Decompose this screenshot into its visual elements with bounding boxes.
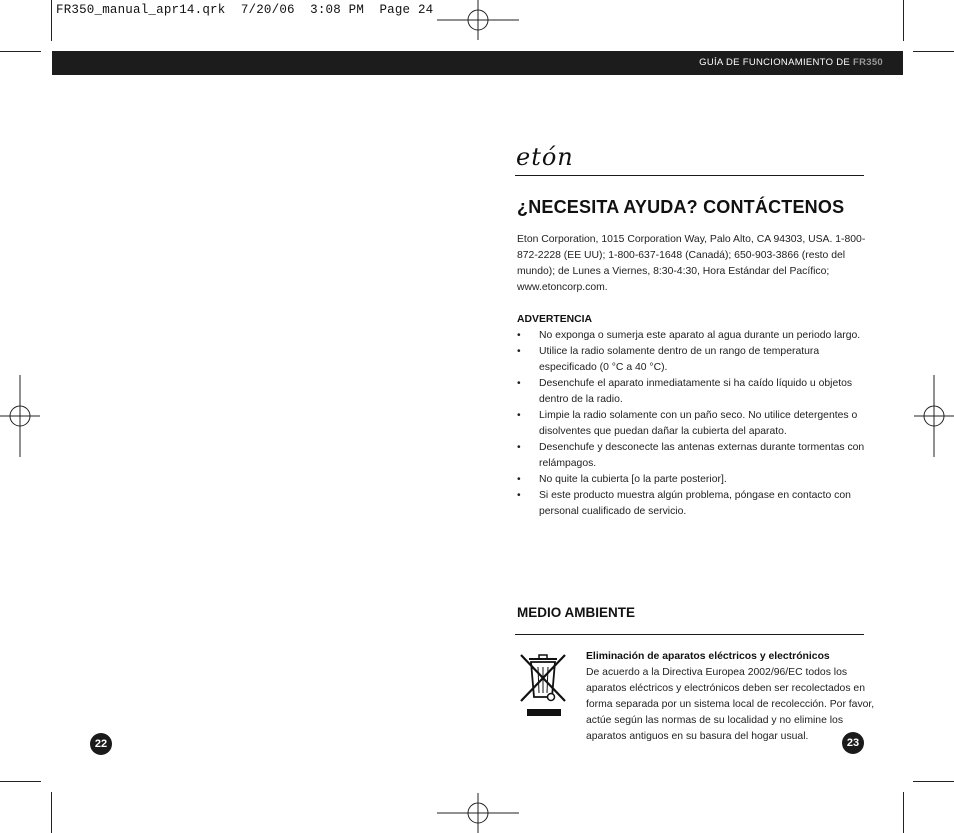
crossed-out-wheelie-bin-icon xyxy=(517,651,571,719)
crop-mark-top-left-h xyxy=(0,51,41,52)
disposal-title: Eliminación de aparatos eléctricos y electrónicos xyxy=(586,651,830,662)
page-number-right: 23 xyxy=(842,732,864,754)
crop-mark-top-left-v xyxy=(51,0,52,41)
warning-item-text: No exponga o sumerja este aparato al agua durante un periodo largo. xyxy=(539,330,861,341)
running-header-bar xyxy=(52,51,903,75)
bullet: • xyxy=(517,378,521,389)
warning-item xyxy=(517,408,867,440)
crop-mark-bottom-left-h xyxy=(0,781,41,782)
bullet: • xyxy=(517,442,521,453)
warning-item xyxy=(517,344,867,376)
crop-mark-bottom-right-v xyxy=(903,792,904,833)
registration-mark-left xyxy=(0,375,40,457)
logo-rule xyxy=(515,175,864,176)
crop-mark-top-right-v xyxy=(903,0,904,41)
registration-mark-right xyxy=(914,375,954,457)
running-header xyxy=(699,57,883,68)
bullet: • xyxy=(517,330,521,341)
environment-heading: MEDIO AMBIENTE xyxy=(517,605,635,620)
crop-mark-bottom-left-v xyxy=(51,792,52,833)
contact-paragraph: Eton Corporation, 1015 Corporation Way, Palo Alto, CA 94303, USA. 1-800-872-2228 (EE UU); 1-800-637-1648 (Canadá); 650-903-3866 (resto del mundo); de Lunes a Viernes, 8:30-4:30, Hora Estándar del Pacífico; www.etoncorp.com. xyxy=(517,234,866,293)
warning-heading: ADVERTENCIA xyxy=(517,314,593,325)
warning-item xyxy=(517,472,867,488)
crop-mark-top-right-h xyxy=(913,51,954,52)
bullet: • xyxy=(517,490,521,501)
running-header-label: GUÍA DE FUNCIONAMIENTO DE xyxy=(699,57,853,68)
page-number-left: 22 xyxy=(90,733,112,755)
warning-item-text: No quite la cubierta [o la parte posterior]. xyxy=(539,474,727,485)
warning-item xyxy=(517,328,867,344)
bullet: • xyxy=(517,474,521,485)
warning-item xyxy=(517,488,867,520)
warning-item xyxy=(517,376,867,408)
running-header-model: FR350 xyxy=(852,57,883,68)
bullet: • xyxy=(517,346,521,357)
disposal-text: De acuerdo a la Directiva Europea 2002/96/EC todos los aparatos eléctricos y electrónicos deben ser recolectados en forma separada por un sistema local de recolección. Por favor, actúe según las normas de su localidad y no elimine los aparatos antiguos en su basura del hogar usual. xyxy=(586,667,875,742)
contact-title: ¿NECESITA AYUDA? CONTÁCTENOS xyxy=(517,197,845,217)
warning-item-text: Limpie la radio solamente con un paño seco. No utilice detergentes o disolventes que puedan dañar la cubierta del aparato. xyxy=(539,410,858,437)
environment-rule xyxy=(515,634,864,635)
warning-item-text: Si este producto muestra algún problema, póngase en contacto con personal cualificado de servicio. xyxy=(539,490,851,517)
warning-item-text: Desenchufe y desconecte las antenas externas durante tormentas con relámpagos. xyxy=(539,442,865,469)
warning-item xyxy=(517,440,867,472)
warning-item-text: Desenchufe el aparato inmediatamente si ha caído líquido u objetos dentro de la radio. xyxy=(539,378,853,405)
warning-item-text: Utilice la radio solamente dentro de un rango de temperatura especificado (0 °C a 40 °C). xyxy=(539,346,820,373)
bullet: • xyxy=(517,410,521,421)
registration-mark-top xyxy=(437,0,519,40)
print-slug: FR350_manual_apr14.qrk 7/20/06 3:08 PM Page 24 xyxy=(56,3,434,17)
warning-list xyxy=(517,328,867,520)
eton-logo: etón xyxy=(516,143,574,171)
registration-mark-bottom xyxy=(437,793,519,833)
crop-mark-bottom-right-h xyxy=(913,781,954,782)
